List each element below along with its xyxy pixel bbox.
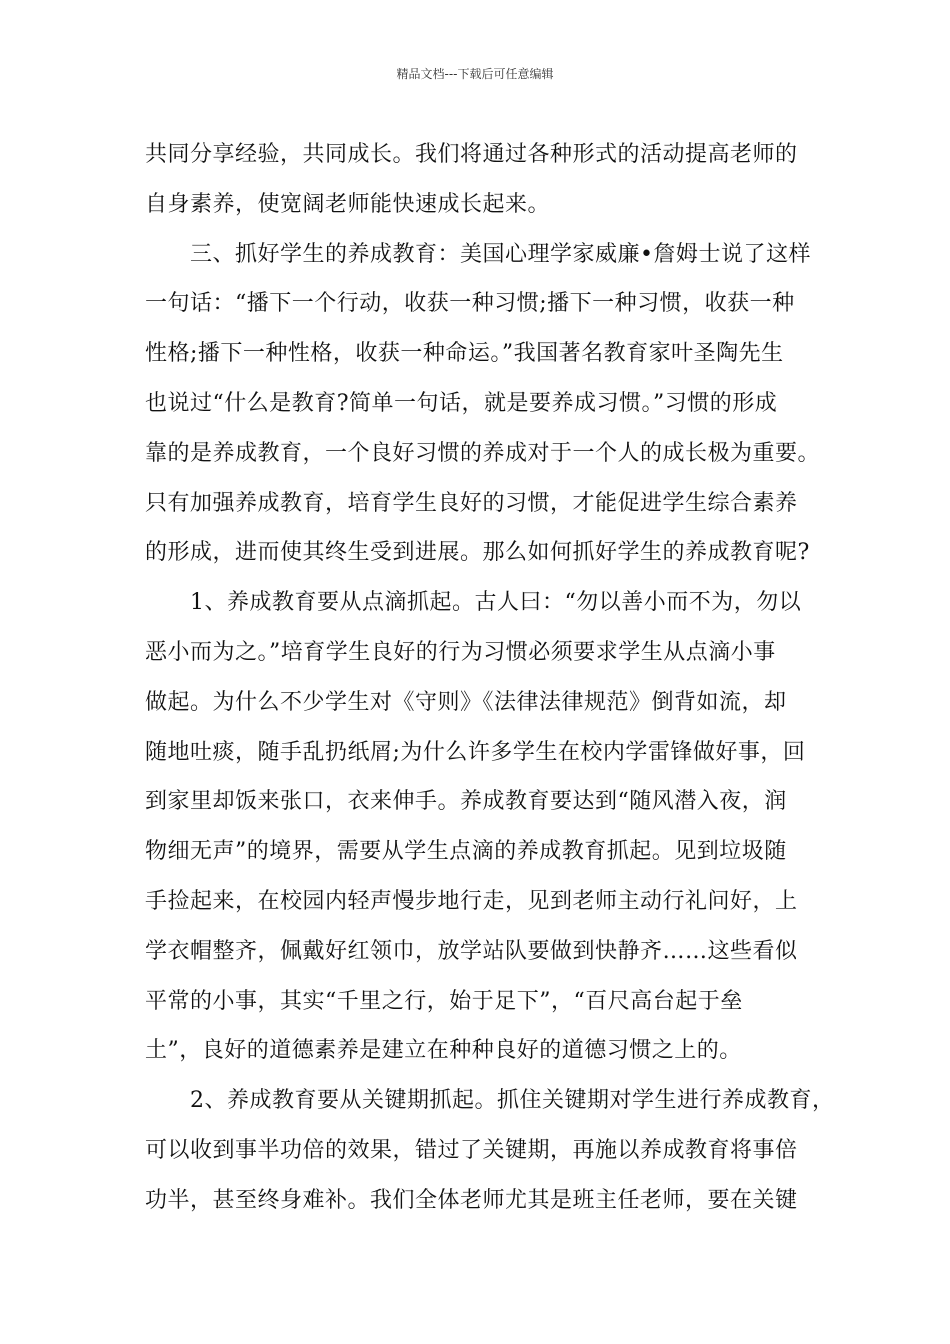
- text-line: 手捡起来，在校园内轻声慢步地行走，见到老师主动行礼问好，上: [145, 888, 798, 914]
- text-line: 可以收到事半功倍的效果，错过了关键期，再施以养成教育将事倍: [145, 1137, 798, 1163]
- paragraph-2: [145, 230, 825, 579]
- text-line: 恶小而为之。”培育学生良好的行为习惯必须要求学生从点滴小事: [145, 639, 776, 665]
- document-body: [145, 130, 835, 1226]
- text-line: 只有加强养成教育，培育学生良好的习惯，才能促进学生综合素养: [145, 490, 798, 516]
- paragraph-4: [145, 1076, 835, 1225]
- text-line: 到家里却饭来张口，衣来伸手。养成教育要达到“随风潜入夜，润: [145, 789, 787, 815]
- text-line: 物细无声”的境界，需要从学生点滴的养成教育抓起。见到垃圾随: [145, 839, 787, 865]
- paragraph-3: [145, 578, 825, 1076]
- text-line: 随地吐痰，随手乱扔纸屑;为什么许多学生在校内学雷锋做好事，回: [145, 739, 806, 765]
- text-line: 2、养成教育要从关键期抓起。抓住关键期对学生进行养成教育，: [145, 1088, 835, 1114]
- text-line: 三、抓好学生的养成教育：美国心理学家威廉•詹姆士说了这样: [145, 241, 811, 267]
- text-line: 功半，甚至终身难补。我们全体老师尤其是班主任老师，要在关键: [145, 1187, 798, 1213]
- text-line: 做起。为什么不少学生对《守则》《法律法律规范》倒背如流，却: [145, 689, 787, 715]
- text-line: 土”，良好的道德素养是建立在种种良好的道德习惯之上的。: [145, 1038, 742, 1064]
- text-line: 1、养成教育要从点滴抓起。古人曰：“勿以善小而不为，勿以: [145, 590, 802, 616]
- text-line: 性格;播下一种性格，收获一种命运。”我国著名教育家叶圣陶先生: [145, 341, 784, 367]
- text-line: 学衣帽整齐，佩戴好红领巾，放学站队要做到快静齐……这些看似: [145, 938, 798, 964]
- text-line: 一句话：“播下一个行动，收获一种习惯;播下一种习惯，收获一种: [145, 291, 795, 317]
- paragraph-1: [145, 130, 825, 230]
- text-line: 的形成，进而使其终生受到进展。那么如何抓好学生的养成教育呢?: [145, 540, 810, 566]
- text-line: 靠的是养成教育，一个良好习惯的养成对于一个人的成长极为重要。: [145, 440, 821, 466]
- text-line: 平常的小事，其实“千里之行，始于足下”，“百尺高台起于垒: [145, 988, 743, 1014]
- text-line: 也说过“什么是教育?简单一句话，就是要养成习惯。”习惯的形成: [145, 390, 778, 416]
- text-line: 自身素养，使宽阔老师能快速成长起来。: [145, 191, 551, 217]
- text-line: 共同分享经验，共同成长。我们将通过各种形式的活动提高老师的: [145, 142, 798, 167]
- page-header: 精品文档---下载后可任意编辑: [396, 67, 554, 81]
